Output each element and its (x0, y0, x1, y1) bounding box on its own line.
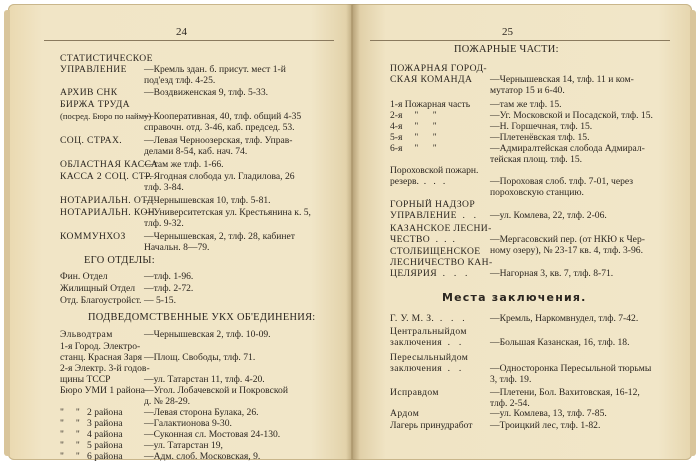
directory-entry (60, 195, 271, 206)
entry-label: Г. У. М. З. . . . (390, 313, 465, 324)
entry-text: —Н. Горшечная, тлф. 15. (490, 121, 593, 132)
entry-label: Центральныйдом заключения . . (390, 326, 467, 348)
section-heading: ПОДВЕДОМСТВЕННЫЕ УКХ ОБ'ЕДИНЕНИЯ: (88, 312, 316, 323)
section-heading: ЕГО ОТДЕЛЫ: (84, 255, 155, 266)
entry-label: Бюро УМИ 1 района (60, 385, 145, 396)
entry-label: Фин. Отдел (60, 271, 108, 282)
entry-text: —Троицкий лес, тлф. 1-82. (490, 420, 601, 431)
section-heading: Места заключения. (442, 291, 587, 304)
list-item (60, 440, 223, 451)
entry-label: НОТАРИАЛЬН. КОН. (60, 207, 158, 218)
entry-label: 2-я Электр. 3-й годов- щины ТССР (60, 363, 150, 385)
entry-label: БИРЖА ТРУДА (60, 99, 131, 110)
entry-text: —Ягодная слобода ул. Гладилова, 26 тлф. 3-84. (144, 171, 295, 193)
entry-text: —Чернышевская 14, тлф. 11 и ком- мутатор 15 и 6-40. (490, 74, 634, 96)
directory-entry (60, 87, 268, 98)
entry-text: —Односторонка Пересыльной тюрьмы 3, тлф. 19. (490, 363, 652, 385)
list-item (60, 283, 193, 294)
entry-label: ГОРНЫЙ НАДЗОР УПРАВЛЕНИЕ . . (390, 199, 477, 221)
entry-text: —Чернышевская 10, тлф. 5-81. (144, 195, 271, 206)
entry-label: СТОЛБИЩЕНСКОЕ ЛЕСНИЧЕСТВО КАН- ЦЕЛЯРИЯ . . . (390, 246, 493, 279)
entry-text: —ул. Комлева, 13, тлф. 7-85. (490, 408, 607, 419)
directory-entry (390, 246, 613, 279)
list-item (390, 99, 562, 110)
directory-entry (390, 199, 607, 221)
list-item (390, 408, 607, 419)
list-item (60, 271, 193, 282)
entry-text: —Кооперативная, 40, тлф. общий 4-35 справочн. отд. 3-46, каб. председ. 53. (144, 111, 302, 133)
entry-text: —Мергасовский пер. (от НКЮ к Чер- ному озеру), № 23-17 кв. 4, тлф. 3-96. (490, 234, 645, 256)
entry-label: 6-я " " (390, 143, 437, 154)
directory-entry (60, 111, 301, 133)
entry-label: Лагерь принудработ (390, 420, 473, 431)
entry-text: —ул. Татарстан 19, (144, 440, 223, 451)
entry-label: НОТАРИАЛЬН. ОТД. (60, 195, 157, 206)
entry-text: —Суконная сл. Мостовая 24-130. (144, 429, 281, 440)
list-item (390, 326, 629, 348)
directory-entry (390, 63, 634, 96)
page-number: 25 (502, 26, 513, 38)
list-item (390, 313, 638, 324)
list-item (390, 420, 600, 431)
entry-label: " " 3 района (60, 418, 123, 429)
page-edge (4, 10, 10, 456)
entry-text: — 5-15. (144, 295, 176, 306)
entry-text: —Плетени, Бол. Вахитовская, 16-12, тлф. 2-54. (490, 387, 640, 409)
entry-text: —Пороховая слоб. тлф. 7-01, через пороховскую станцию. (490, 176, 634, 198)
entry-label: Отд. Благоустройст. (60, 295, 142, 306)
section-heading: ПОЖАРНЫЕ ЧАСТИ: (454, 44, 559, 55)
list-item (390, 110, 653, 121)
entry-label: Пересыльныйдом заключения . . (390, 352, 469, 374)
entry-label: " " 6 района (60, 451, 123, 462)
list-item (60, 295, 176, 306)
entry-label: " " 5 района (60, 440, 123, 451)
directory-entry (60, 171, 295, 193)
entry-text: —Большая Казанская, 16, тлф. 18. (490, 337, 630, 348)
entry-label: СТАТИСТИЧЕСКОЕ УПРАВЛЕНИЕ (60, 53, 153, 75)
entry-label: " " 2 района (60, 407, 123, 418)
entry-label: КОММУНХОЗ (60, 231, 126, 242)
entry-text: —Кремль здан. б. присут. мест 1-й под'езд тлф. 4-25. (144, 64, 286, 86)
entry-text: —Чернышевская 2, тлф. 10-09. (144, 329, 271, 340)
entry-text: —Адм. слоб. Московская, 9. (144, 451, 261, 462)
directory-entry (60, 53, 314, 86)
entry-label: 5-я " " (390, 132, 437, 143)
header-rule (370, 40, 670, 41)
entry-text: —тлф. 2-72. (144, 283, 194, 294)
list-item (60, 429, 280, 440)
entry-label: АРХИВ СНК (60, 87, 118, 98)
entry-label: Ардом (390, 408, 420, 419)
list-item (60, 329, 271, 340)
entry-text: —Кремль, Наркомвнудел, тлф. 7-42. (490, 313, 639, 324)
entry-label: КАССА 2 СОЦ. СТР. (60, 171, 153, 182)
entry-label: ОБЛАСТНАЯ КАССА (60, 159, 159, 170)
entry-text: —Левая сторона Булака, 26. (144, 407, 259, 418)
list-item (60, 341, 255, 363)
entry-label: Исправдом (390, 387, 439, 398)
directory-entry (60, 231, 295, 253)
entry-label: СОЦ. СТРАХ. (60, 135, 123, 146)
list-item (390, 132, 589, 143)
page-edge (690, 10, 696, 456)
entry-text: —Левая Черноозерская, тлф. Управ- делами 8-54, каб. нач. 74. (144, 135, 293, 157)
entry-label: ПОЖАРНАЯ ГОРОД- СКАЯ КОМАНДА (390, 63, 488, 85)
entry-text: —ул. Комлева, 22, тлф. 2-06. (490, 210, 607, 221)
list-item (60, 407, 259, 418)
entry-text: —Уг. Московской и Посадской, тлф. 15. (490, 110, 653, 121)
book-gutter (346, 4, 360, 460)
entry-label: " " 4 района (60, 429, 123, 440)
directory-entry (60, 207, 311, 229)
entry-label: 1-я Город. Электро- станц. Красная Заря (60, 341, 143, 363)
entry-text: —Университетская ул. Крестьянина к. 5, тлф. 9-32. (144, 207, 311, 229)
entry-text: —Чернышевская, 2, тлф. 28, кабинет Начальн. 8—79. (144, 231, 295, 253)
list-item (390, 352, 651, 385)
list-item (60, 451, 260, 462)
directory-entry (60, 159, 224, 170)
entry-text: —Адмиралтейская слобода Адмирал- тейская площ. тлф. 15. (490, 143, 645, 165)
entry-text: —ул. Татарстан 11, тлф. 4-20. (144, 374, 265, 385)
list-item (390, 121, 592, 132)
entry-label: Жилищный Отдел (60, 283, 136, 294)
list-item (390, 387, 640, 409)
header-rule (44, 40, 334, 41)
entry-label: (посред. Бюро по найму) (60, 111, 152, 121)
list-item (60, 385, 288, 407)
entry-text: —Площ. Свободы, тлф. 71. (144, 352, 256, 363)
list-item (390, 143, 645, 165)
entry-text: —Воздвиженская 9, тлф. 5-33. (144, 87, 269, 98)
list-item (60, 363, 265, 385)
page-number: 24 (176, 26, 187, 38)
entry-text: —там же тлф. 1-66. (144, 159, 224, 170)
list-item (60, 418, 232, 429)
directory-entry (60, 135, 293, 157)
entry-label: 4-я " " (390, 121, 437, 132)
entry-label: 2-я " " (390, 110, 437, 121)
entry-label: КАЗАНСКОЕ ЛЕСНИ- ЧЕСТВО . . . (390, 223, 492, 245)
entry-text: —Плетенёвская тлф. 15. (490, 132, 590, 143)
entry-text: —тлф. 1-96. (144, 271, 194, 282)
entry-text: —Галактионова 9-30. (144, 418, 232, 429)
entry-text: —там же тлф. 15. (490, 99, 562, 110)
entry-label: 1-я Пожарная часть (390, 99, 471, 110)
entry-text: —Нагорная 3, кв. 7, тлф. 8-71. (490, 268, 614, 279)
directory-entry (390, 165, 633, 198)
entry-label: Пороховской пожарн. резерв. . . . (390, 165, 479, 187)
entry-text: —Угол. Лобачевской и Покровской д. № 28-29. (144, 385, 288, 407)
directory-entry (60, 99, 130, 110)
entry-label: Эльводтрам (60, 329, 113, 340)
